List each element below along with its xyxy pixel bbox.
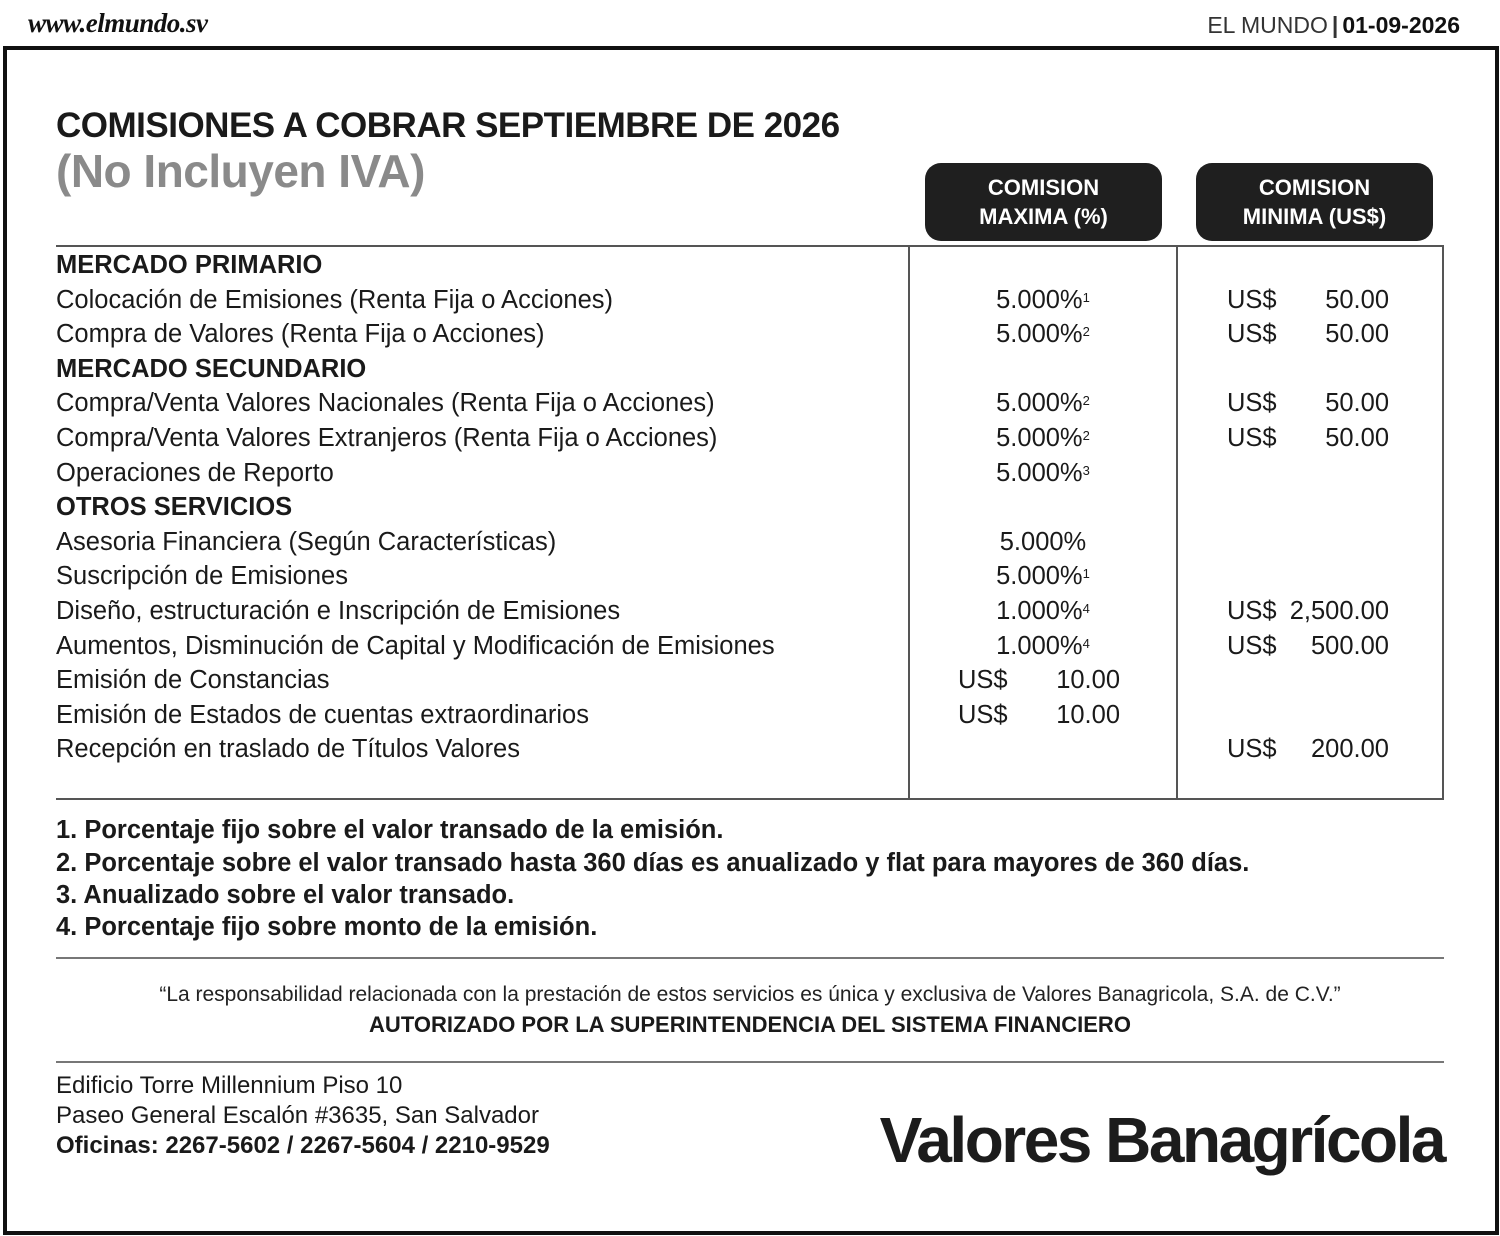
max-commission — [910, 317, 1176, 351]
min-currency: US$ — [1227, 285, 1277, 314]
column-header-max-line1: COMISION — [987, 175, 1100, 200]
min-amount: 200.00 — [1311, 735, 1389, 764]
row-label: Aumentos, Disminución de Capital y Modificación de Emisiones — [56, 631, 775, 660]
max-amount: 10.00 — [1056, 666, 1120, 695]
row-label: Compra/Venta Valores Nacionales (Renta Fija o Acciones) — [56, 389, 715, 418]
row-label: Colocación de Emisiones (Renta Fija o Acciones) — [56, 285, 614, 314]
footnote-ref: 4 — [1082, 635, 1090, 651]
footnote-ref: 2 — [1082, 324, 1090, 340]
row-label: Diseño, estructuración e Inscripción de Emisiones — [56, 597, 621, 625]
max-percent: 1.000% — [996, 597, 1083, 625]
min-amount: 50.00 — [1325, 320, 1389, 349]
row-label: Compra de Valores (Renta Fija o Acciones) — [56, 320, 545, 349]
min-amount: 50.00 — [1325, 285, 1389, 314]
address-line-2: Paseo General Escalón #3635, San Salvador — [56, 1102, 539, 1129]
section-heading: MERCADO PRIMARIO — [56, 251, 323, 279]
column-header-min — [1196, 163, 1433, 241]
footnote-ref: 3 — [1082, 462, 1090, 478]
row-label: Emisión de Constancias — [56, 666, 330, 695]
max-commission — [910, 594, 1176, 628]
min-currency: US$ — [1227, 389, 1277, 418]
max-percent: 5.000% — [996, 562, 1083, 591]
min-currency: US$ — [1227, 631, 1277, 660]
section-heading: OTROS SERVICIOS — [56, 493, 293, 522]
max-currency: US$ — [958, 666, 1008, 695]
min-amount: 500.00 — [1311, 631, 1389, 660]
footnote-ref: 1 — [1082, 289, 1090, 305]
separator: | — [1331, 12, 1339, 38]
min-currency: US$ — [1227, 320, 1277, 349]
publication-date: 01-09-2026 — [1342, 12, 1460, 38]
disclaimer: “La responsabilidad relacionada con la prestación de estos servicios es única y exclusiva de Valores Banagricola, S.A. de C.V.” — [159, 983, 1341, 1006]
min-currency: US$ — [1227, 597, 1277, 625]
max-commission — [910, 559, 1176, 593]
footnote-ref: 2 — [1082, 428, 1090, 443]
max-percent: 1.000% — [996, 631, 1083, 660]
column-header-max — [925, 163, 1162, 241]
address-line-1: Edificio Torre Millennium Piso 10 — [56, 1072, 403, 1099]
footnote-4: 4. Porcentaje fijo sobre monto de la emisión. — [56, 913, 598, 941]
row-label: Suscripción de Emisiones — [56, 562, 348, 591]
max-commission — [910, 456, 1176, 490]
office-phones: Oficinas: 2267-5602 / 2267-5604 / 2210-9529 — [56, 1132, 550, 1159]
publication-info — [1207, 12, 1460, 39]
footnote-ref: 2 — [1082, 393, 1090, 409]
table-top-rule — [56, 245, 1444, 247]
footnote-ref: 4 — [1082, 601, 1090, 616]
max-commission — [910, 525, 1176, 559]
authorization-line: AUTORIZADO POR LA SUPERINTENDENCIA DEL SISTEMA FINANCIERO — [369, 1012, 1131, 1037]
ad-title: COMISIONES A COBRAR SEPTIEMBRE DE 2026 — [56, 106, 840, 145]
site-url: www.elmundo.sv — [28, 8, 208, 38]
max-commission — [910, 386, 1176, 420]
footnote-2: 2. Porcentaje sobre el valor transado hasta 360 días es anualizado y flat para mayores de 360 días. — [56, 849, 1250, 877]
max-percent: 5.000% — [999, 527, 1087, 556]
max-percent: 5.000% — [996, 424, 1083, 452]
min-currency: US$ — [1227, 735, 1277, 764]
min-amount: 50.00 — [1325, 424, 1389, 452]
max-commission — [910, 421, 1176, 455]
section-heading: MERCADO SECUNDARIO — [56, 354, 367, 383]
column-header-min-line2: MINIMA (US$) — [1242, 204, 1387, 229]
column-header-min-line1: COMISION — [1258, 175, 1371, 200]
divider-notes — [56, 957, 1444, 959]
max-amount: 10.00 — [1056, 700, 1120, 729]
column-divider-right — [1442, 245, 1444, 800]
table-bottom-rule — [56, 798, 1444, 800]
footnote-1: 1. Porcentaje fijo sobre el valor transado de la emisión. — [56, 816, 724, 844]
column-divider-middle — [1176, 245, 1178, 800]
row-label: Compra/Venta Valores Extranjeros (Renta Fija o Acciones) — [56, 424, 718, 452]
ad-subtitle: (No Incluyen IVA) — [56, 145, 425, 197]
max-commission — [910, 629, 1176, 663]
footnote-3: 3. Anualizado sobre el valor transado. — [56, 881, 515, 909]
max-percent: 5.000% — [996, 320, 1083, 349]
max-percent: 5.000% — [996, 389, 1083, 418]
column-header-max-line2: MAXIMA (%) — [979, 204, 1108, 229]
divider-footer — [56, 1061, 1444, 1063]
row-label: Asesoria Financiera (Según Características) — [56, 527, 557, 556]
row-label: Recepción en traslado de Títulos Valores — [56, 735, 520, 764]
max-percent: 5.000% — [996, 458, 1083, 487]
max-currency: US$ — [958, 700, 1008, 729]
max-percent: 5.000% — [996, 285, 1083, 314]
min-amount: 50.00 — [1325, 389, 1389, 418]
max-commission — [910, 283, 1176, 317]
row-label: Operaciones de Reporto — [56, 458, 334, 487]
footnote-ref: 1 — [1082, 566, 1090, 582]
min-currency: US$ — [1227, 424, 1277, 452]
min-amount: 2,500.00 — [1289, 597, 1389, 625]
row-label: Emisión de Estados de cuentas extraordinarios — [56, 700, 589, 729]
paper-name: EL MUNDO — [1207, 12, 1328, 38]
brand-logo: Valores Banagrícola — [879, 1104, 1444, 1176]
